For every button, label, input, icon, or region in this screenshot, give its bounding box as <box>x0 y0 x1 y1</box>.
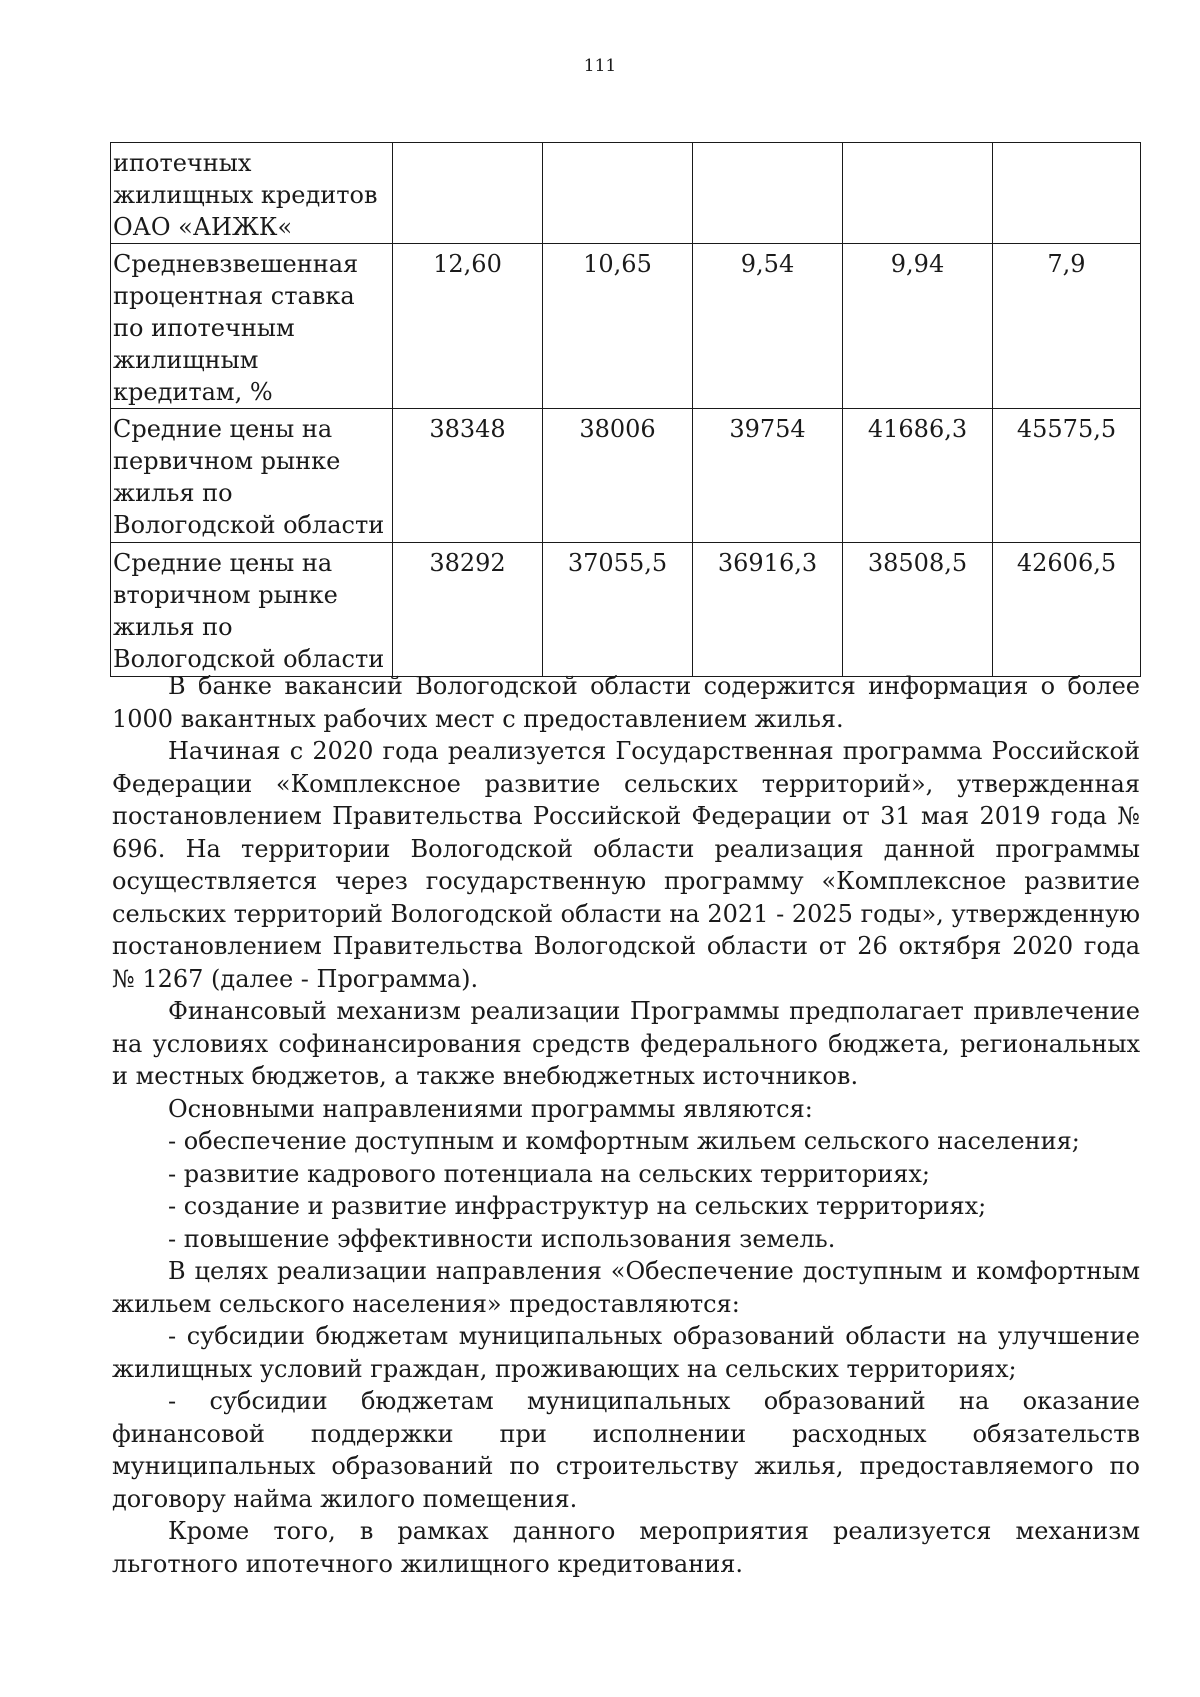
row-label: Средневзвешенная процентная ставка по ипотечным жилищным кредитам, % <box>111 244 393 409</box>
table-cell: 9,54 <box>693 244 843 409</box>
list-item: - обеспечение доступным и комфортным жильем сельского населения; <box>168 1127 1080 1155</box>
table-row <box>111 409 1141 543</box>
table-cell <box>543 143 693 244</box>
table-cell: 38292 <box>393 543 543 677</box>
table-cell <box>693 143 843 244</box>
table-cell: 41686,3 <box>843 409 993 543</box>
list-item: - субсидии бюджетам муниципальных образований области на улучшение жилищных условий граждан, проживающих на сельских территориях; <box>112 1322 1140 1383</box>
row-label: Средние цены на вторичном рынке жилья по Вологодской области <box>111 543 393 677</box>
list-item: - повышение эффективности использования земель. <box>168 1224 836 1253</box>
list-item: - субсидии бюджетам муниципальных образований на оказание финансовой поддержки при исполнении расходных обязательств муниципальных образований по строительству жилья, предоставляемого по договору найма жилого помещения. <box>112 1387 1140 1513</box>
table-row <box>111 143 1141 244</box>
paragraph: Основными направлениями программы являются: <box>168 1094 813 1123</box>
table-cell: 37055,5 <box>543 543 693 677</box>
table-cell: 38508,5 <box>843 543 993 677</box>
paragraph: В банке вакансий Вологодской области содержится информация о более 1000 вакантных рабочих мест с предоставлением жилья. <box>112 672 1140 733</box>
row-label: Средние цены на первичном рынке жилья по Вологодской области <box>111 409 393 543</box>
table-cell: 12,60 <box>393 244 543 409</box>
table-cell <box>993 143 1141 244</box>
table-cell <box>843 143 993 244</box>
list-item: - создание и развитие инфраструктур на сельских территориях; <box>168 1192 987 1220</box>
paragraph: Начиная с 2020 года реализуется Государственная программа Российской Федерации «Комплексное развитие сельских территорий», утвержденная постановлением Правительства Российской Федерации от 31 мая 2019 года № 696. На территории Вологодской области реализация данной программы осуществляется через государственную программу «Комплексное развитие сельских территорий Вологодской области на 2021 - 2025 годы», утвержденную постановлением Правительства Вологодской области от 26 октября 2020 года № 1267 (далее - Программа). <box>112 737 1140 993</box>
table-cell: 10,65 <box>543 244 693 409</box>
page-number: 111 <box>583 56 617 76</box>
paragraph: В целях реализации направления «Обеспечение доступным и комфортным жильем сельского населения» предоставляются: <box>112 1257 1140 1318</box>
data-table <box>110 142 1141 677</box>
table-cell: 7,9 <box>993 244 1141 409</box>
paragraph: Финансовый механизм реализации Программы предполагает привлечение на условиях софинансирования средств федерального бюджета, региональных и местных бюджетов, а также внебюджетных источников. <box>112 997 1140 1090</box>
row-label: ипотечных жилищных кредитов ОАО «АИЖК« <box>111 143 393 244</box>
table-row <box>111 543 1141 677</box>
table-cell <box>393 143 543 244</box>
table-cell: 38006 <box>543 409 693 543</box>
table-cell: 39754 <box>693 409 843 543</box>
table-row <box>111 244 1141 409</box>
body-text <box>112 670 1140 1580</box>
list-item: - развитие кадрового потенциала на сельских территориях; <box>168 1159 931 1188</box>
table-cell: 42606,5 <box>993 543 1141 677</box>
table-cell: 36916,3 <box>693 543 843 677</box>
table-cell: 45575,5 <box>993 409 1141 543</box>
paragraph: Кроме того, в рамках данного мероприятия реализуется механизм льготного ипотечного жилищного кредитования. <box>112 1517 1140 1578</box>
table-cell: 38348 <box>393 409 543 543</box>
table-cell: 9,94 <box>843 244 993 409</box>
